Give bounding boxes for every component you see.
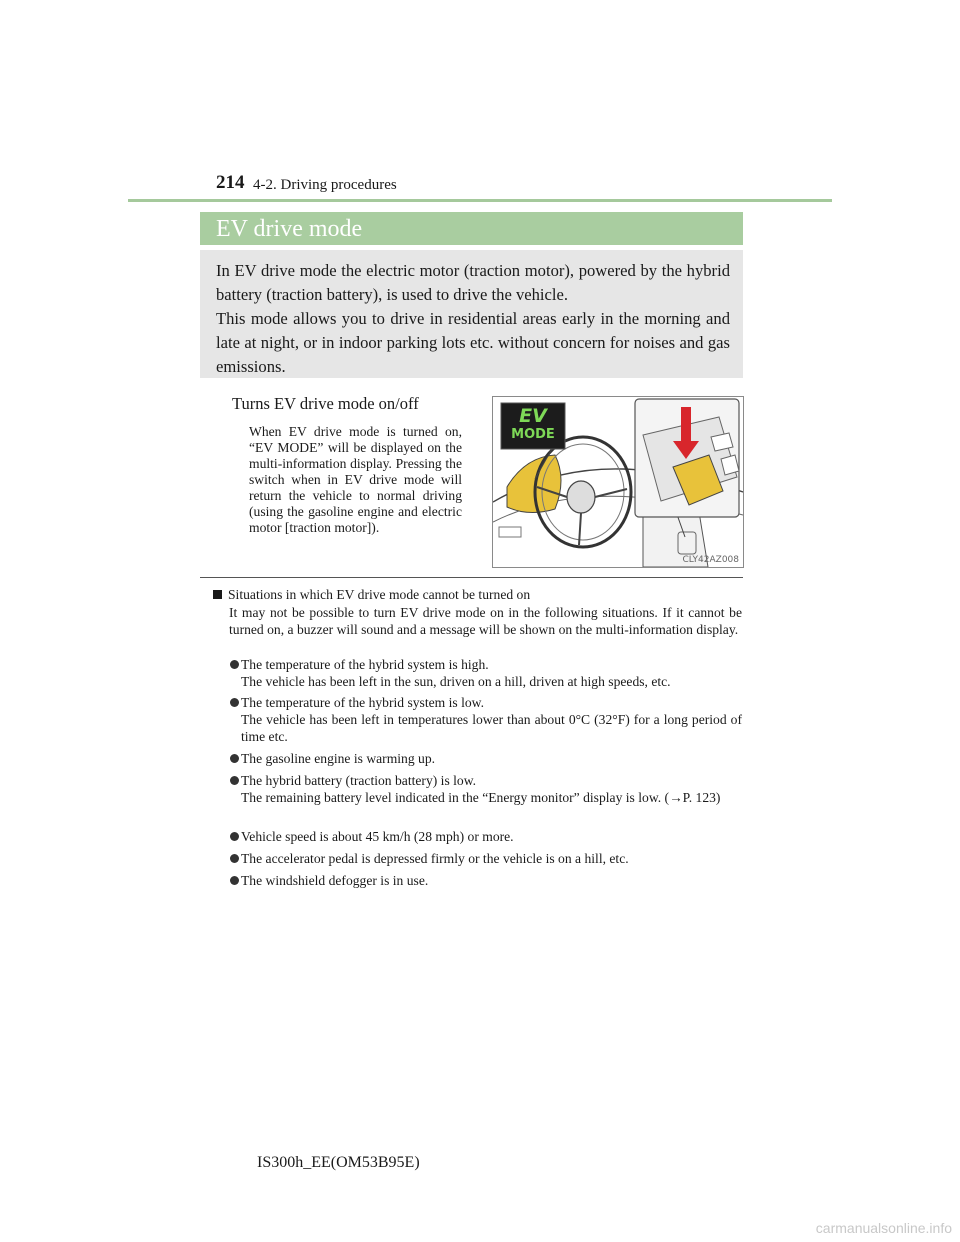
title-bar [200, 212, 743, 245]
bullet-title: The temperature of the hybrid system is low. [241, 695, 484, 710]
intro-paragraph: In EV drive mode the electric motor (traction motor), powered by the hybrid battery (traction battery), is used to drive the vehicle. [216, 261, 730, 304]
notes-heading [213, 586, 530, 603]
list-item [229, 828, 742, 845]
item-description: When EV drive mode is turned on, “EV MODE” will be displayed on the multi-information display. Pressing the switch when in EV drive mode will return the vehicle to normal driving (using the gasoline engine and electric motor [traction motor]). [249, 424, 462, 535]
dashboard-illustration [492, 396, 744, 568]
bullet-detail: The remaining battery level indicated in the “Energy monitor” display is low. (→P. 123) [241, 790, 721, 805]
ev-display-bottom: MODE [511, 427, 555, 442]
bullet-title: The accelerator pedal is depressed firmly or the vehicle is on a hill, etc. [241, 851, 629, 866]
bullet-icon [230, 832, 239, 841]
bullet-title: The temperature of the hybrid system is high. [241, 657, 489, 672]
list-item [229, 750, 742, 767]
bullet-icon [230, 854, 239, 863]
intro-box [200, 250, 743, 378]
bullet-icon [230, 754, 239, 763]
ev-display [503, 405, 563, 443]
square-bullet-icon [213, 590, 222, 599]
bullet-title: The gasoline engine is warming up. [241, 751, 436, 766]
page-number: 214 [216, 172, 245, 193]
bullet-title: Vehicle speed is about 45 km/h (28 mph) or more. [241, 829, 514, 844]
illustration-code: CLY42AZ008 [682, 555, 739, 565]
list-item [229, 694, 742, 745]
list-item [229, 656, 742, 690]
watermark: carmanualsonline.info [815, 1220, 952, 1236]
bullet-title: The hybrid battery (traction battery) is low. [241, 773, 477, 788]
section-label: 4-2. Driving procedures [253, 177, 397, 193]
bullet-title: The windshield defogger is in use. [241, 873, 429, 888]
notes-heading-text: Situations in which EV drive mode cannot be turned on [228, 587, 531, 602]
bullet-icon [230, 776, 239, 785]
ev-display-top: EV [519, 405, 547, 427]
bullet-detail: The vehicle has been left in temperatures lower than about 0°C (32°F) for a long period of time etc. [241, 712, 742, 744]
list-item [229, 772, 742, 806]
bullet-icon [230, 876, 239, 885]
bullet-icon [230, 698, 239, 707]
notes-intro: It may not be possible to turn EV drive mode on in the following situations. If it cannot be turned on, a buzzer will sound and a message will be shown on the multi-information display. [229, 605, 742, 637]
header-rule [128, 199, 832, 202]
bullet-detail: The vehicle has been left in the sun, driven on a hill, driven at high speeds, etc. [241, 674, 671, 689]
list-item [229, 850, 742, 867]
section-divider [200, 577, 743, 578]
footer-model-code: IS300h_EE(OM53B95E) [257, 1154, 420, 1171]
list-item [229, 872, 742, 889]
item-heading: Turns EV drive mode on/off [232, 394, 419, 413]
intro-paragraph: This mode allows you to drive in residential areas early in the morning and late at night, or in indoor parking lots etc. without concern for noises and gas emissions. [216, 309, 730, 376]
bullet-icon [230, 660, 239, 669]
page-title: EV drive mode [216, 216, 363, 242]
